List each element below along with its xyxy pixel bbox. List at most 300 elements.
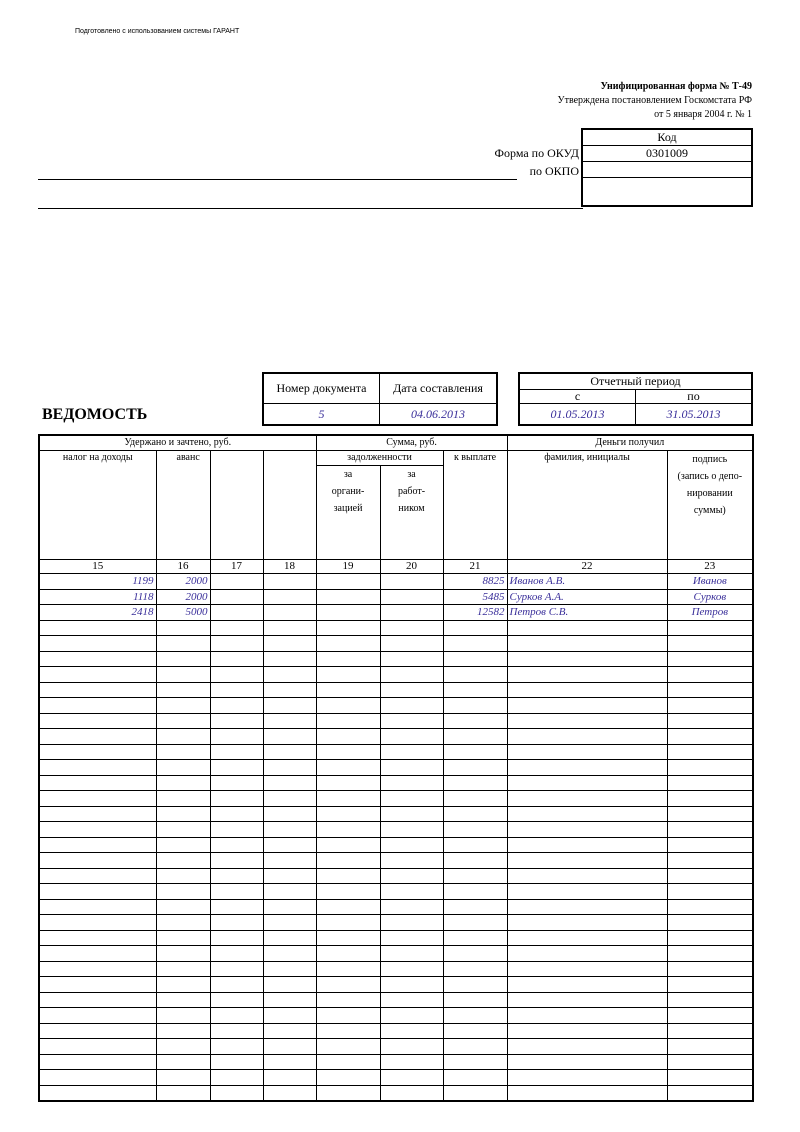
- cell-empty: [210, 1070, 263, 1086]
- cell-empty: [507, 961, 667, 977]
- header-debt-emp-line1: за: [407, 469, 416, 480]
- cell-empty: [210, 1085, 263, 1101]
- cell-empty: [667, 961, 753, 977]
- table-row: [39, 837, 753, 853]
- cell-empty: [39, 1070, 156, 1086]
- cell-empty: [316, 1054, 380, 1070]
- header-tax: налог на доходы: [39, 451, 156, 560]
- period-from-label: с: [519, 390, 636, 404]
- cell-empty: [507, 822, 667, 838]
- table-row: [39, 1070, 753, 1086]
- cell-empty: [39, 1023, 156, 1039]
- cell-empty: [443, 853, 507, 869]
- cell-empty: [443, 791, 507, 807]
- header-sign-line2: (запись о депо-: [677, 471, 743, 482]
- cell-empty: [39, 682, 156, 698]
- cell-empty: [443, 698, 507, 714]
- cell-empty: [380, 930, 443, 946]
- cell-empty: [316, 837, 380, 853]
- header-debt-org-line2: органи-: [331, 486, 365, 497]
- cell-empty: [443, 1008, 507, 1024]
- cell-empty: [443, 775, 507, 791]
- cell-empty: [156, 1023, 210, 1039]
- cell-empty: [443, 884, 507, 900]
- cell-empty: [263, 868, 316, 884]
- header-sign: [667, 451, 753, 560]
- cell-empty: [667, 884, 753, 900]
- cell-empty: [263, 853, 316, 869]
- cell-empty: [316, 620, 380, 636]
- cell-empty: [380, 620, 443, 636]
- table-row: [39, 682, 753, 698]
- cell-empty: [39, 729, 156, 745]
- column-numbers-row: [39, 560, 753, 574]
- cell-empty: [210, 605, 263, 621]
- cell-empty: [39, 837, 156, 853]
- cell-empty: [210, 930, 263, 946]
- cell-advance: 5000: [156, 605, 210, 621]
- table-row: [39, 605, 753, 621]
- table-row: [39, 574, 753, 590]
- cell-empty: [667, 729, 753, 745]
- cell-empty: [316, 574, 380, 590]
- cell-empty: [380, 1023, 443, 1039]
- table-row: [39, 930, 753, 946]
- table-row: [39, 899, 753, 915]
- cell-empty: [156, 713, 210, 729]
- cell-empty: [39, 1008, 156, 1024]
- cell-empty: [39, 806, 156, 822]
- cell-empty: [443, 946, 507, 962]
- cell-empty: [380, 605, 443, 621]
- cell-empty: [380, 977, 443, 993]
- table-row: [39, 744, 753, 760]
- cell-empty: [156, 915, 210, 931]
- cell-empty: [316, 822, 380, 838]
- cell-empty: [39, 961, 156, 977]
- table-row: [39, 1008, 753, 1024]
- cell-empty: [443, 1023, 507, 1039]
- doc-date-label: Дата составления: [380, 373, 498, 404]
- cell-empty: [667, 636, 753, 652]
- cell-empty: [380, 853, 443, 869]
- cell-empty: [316, 651, 380, 667]
- cell-empty: [667, 620, 753, 636]
- cell-empty: [39, 1054, 156, 1070]
- cell-empty: [667, 853, 753, 869]
- cell-empty: [156, 868, 210, 884]
- cell-empty: [507, 1008, 667, 1024]
- cell-empty: [263, 791, 316, 807]
- cell-empty: [380, 589, 443, 605]
- table-row: [39, 636, 753, 652]
- cell-empty: [156, 1054, 210, 1070]
- cell-empty: [380, 636, 443, 652]
- cell-empty: [210, 961, 263, 977]
- table-row: [39, 946, 753, 962]
- cell-empty: [443, 930, 507, 946]
- cell-empty: [210, 822, 263, 838]
- cell-empty: [667, 1085, 753, 1101]
- cell-empty: [263, 636, 316, 652]
- cell-empty: [443, 961, 507, 977]
- cell-empty: [443, 682, 507, 698]
- cell-empty: [316, 899, 380, 915]
- cell-empty: [380, 1054, 443, 1070]
- cell-empty: [316, 946, 380, 962]
- header-col18: [263, 451, 316, 560]
- col-number: 23: [667, 560, 753, 574]
- cell-empty: [443, 760, 507, 776]
- cell-empty: [507, 992, 667, 1008]
- cell-empty: [507, 791, 667, 807]
- okpo-label: по ОКПО: [529, 164, 579, 178]
- cell-empty: [316, 775, 380, 791]
- cell-empty: [507, 899, 667, 915]
- cell-empty: [507, 1070, 667, 1086]
- cell-empty: [263, 915, 316, 931]
- cell-empty: [210, 667, 263, 683]
- table-row: [39, 961, 753, 977]
- cell-empty: [507, 868, 667, 884]
- cell-empty: [316, 884, 380, 900]
- cell-empty: [507, 853, 667, 869]
- cell-empty: [210, 946, 263, 962]
- table-row: [39, 884, 753, 900]
- cell-empty: [210, 636, 263, 652]
- form-approved-date: от 5 января 2004 г. № 1: [654, 109, 752, 120]
- codes-table: [581, 128, 753, 207]
- cell-empty: [39, 636, 156, 652]
- cell-empty: [443, 915, 507, 931]
- cell-empty: [507, 884, 667, 900]
- cell-empty: [380, 760, 443, 776]
- cell-empty: [156, 775, 210, 791]
- table-row: [39, 915, 753, 931]
- col-number: 19: [316, 560, 380, 574]
- cell-empty: [507, 729, 667, 745]
- cell-empty: [316, 729, 380, 745]
- cell-name: Петров С.В.: [507, 605, 667, 621]
- cell-empty: [443, 1070, 507, 1086]
- cell-empty: [39, 884, 156, 900]
- cell-empty: [667, 868, 753, 884]
- cell-empty: [156, 1070, 210, 1086]
- cell-empty: [263, 961, 316, 977]
- table-row: [39, 822, 753, 838]
- cell-empty: [380, 729, 443, 745]
- cell-empty: [667, 822, 753, 838]
- cell-empty: [443, 868, 507, 884]
- cell-empty: [263, 589, 316, 605]
- cell-empty: [443, 651, 507, 667]
- cell-empty: [263, 992, 316, 1008]
- cell-empty: [667, 744, 753, 760]
- header-sign-line3: нировании: [686, 488, 733, 499]
- cell-empty: [316, 791, 380, 807]
- header-debt-org-line3: зацией: [333, 503, 363, 514]
- cell-empty: [263, 1008, 316, 1024]
- cell-empty: [507, 682, 667, 698]
- cell-empty: [263, 651, 316, 667]
- cell-empty: [210, 744, 263, 760]
- cell-empty: [263, 837, 316, 853]
- cell-empty: [210, 698, 263, 714]
- cell-empty: [156, 1085, 210, 1101]
- header-debt-emp-line3: ником: [398, 503, 425, 514]
- cell-name: Сурков А.А.: [507, 589, 667, 605]
- table-row: [39, 977, 753, 993]
- cell-empty: [443, 806, 507, 822]
- cell-empty: [667, 775, 753, 791]
- cell-empty: [667, 713, 753, 729]
- header-debt: задолженности: [316, 451, 443, 466]
- table-row: [39, 1023, 753, 1039]
- cell-empty: [667, 930, 753, 946]
- cell-empty: [210, 992, 263, 1008]
- cell-empty: [156, 930, 210, 946]
- cell-empty: [443, 822, 507, 838]
- cell-empty: [263, 729, 316, 745]
- cell-empty: [316, 915, 380, 931]
- table-row: [39, 620, 753, 636]
- cell-empty: [380, 1085, 443, 1101]
- cell-empty: [156, 620, 210, 636]
- cell-empty: [443, 977, 507, 993]
- cell-empty: [380, 682, 443, 698]
- cell-empty: [156, 651, 210, 667]
- cell-empty: [316, 930, 380, 946]
- cell-empty: [210, 915, 263, 931]
- cell-empty: [210, 760, 263, 776]
- cell-empty: [210, 1008, 263, 1024]
- cell-empty: [156, 806, 210, 822]
- cell-empty: [263, 1054, 316, 1070]
- cell-empty: [39, 899, 156, 915]
- cell-empty: [263, 930, 316, 946]
- period-table: [518, 372, 753, 426]
- col-number: 18: [263, 560, 316, 574]
- cell-empty: [443, 1054, 507, 1070]
- cell-empty: [263, 946, 316, 962]
- cell-empty: [39, 775, 156, 791]
- table-row: [39, 760, 753, 776]
- cell-empty: [443, 1039, 507, 1055]
- cell-empty: [380, 651, 443, 667]
- cell-empty: [263, 620, 316, 636]
- cell-empty: [263, 806, 316, 822]
- cell-empty: [156, 884, 210, 900]
- cell-empty: [380, 698, 443, 714]
- payroll-table: [38, 434, 754, 1102]
- cell-empty: [507, 744, 667, 760]
- cell-empty: [507, 806, 667, 822]
- cell-empty: [263, 775, 316, 791]
- cell-empty: [380, 884, 443, 900]
- cell-empty: [507, 1085, 667, 1101]
- cell-empty: [39, 853, 156, 869]
- cell-empty: [443, 620, 507, 636]
- cell-empty: [667, 946, 753, 962]
- cell-empty: [667, 1023, 753, 1039]
- department-line: [38, 208, 583, 209]
- cell-empty: [507, 1054, 667, 1070]
- cell-empty: [156, 961, 210, 977]
- col-number: 22: [507, 560, 667, 574]
- cell-empty: [667, 992, 753, 1008]
- kod-label: Код: [582, 129, 752, 146]
- cell-empty: [380, 1008, 443, 1024]
- cell-name: Иванов А.В.: [507, 574, 667, 590]
- cell-payout: 8825: [443, 574, 507, 590]
- doc-number: 5: [263, 404, 380, 426]
- header-withheld: Удержано и зачтено, руб.: [39, 435, 316, 451]
- cell-empty: [507, 760, 667, 776]
- header-debt-org: [316, 466, 380, 560]
- cell-empty: [156, 698, 210, 714]
- cell-empty: [210, 1023, 263, 1039]
- period-to-label: по: [636, 390, 753, 404]
- cell-empty: [263, 713, 316, 729]
- cell-empty: [316, 1023, 380, 1039]
- cell-empty: [380, 915, 443, 931]
- cell-empty: [667, 667, 753, 683]
- page-title: ВЕДОМОСТЬ: [42, 406, 148, 423]
- cell-empty: [39, 915, 156, 931]
- cell-empty: [156, 760, 210, 776]
- cell-empty: [210, 651, 263, 667]
- cell-empty: [263, 698, 316, 714]
- cell-empty: [156, 853, 210, 869]
- cell-empty: [210, 977, 263, 993]
- cell-empty: [210, 713, 263, 729]
- table-row: [39, 667, 753, 683]
- cell-empty: [316, 589, 380, 605]
- cell-empty: [380, 837, 443, 853]
- cell-tax: 1118: [39, 589, 156, 605]
- cell-empty: [210, 806, 263, 822]
- cell-empty: [210, 682, 263, 698]
- header-debt-org-line1: за: [343, 469, 353, 480]
- cell-empty: [156, 1008, 210, 1024]
- table-row: [39, 1085, 753, 1101]
- cell-empty: [39, 1085, 156, 1101]
- cell-empty: [263, 1070, 316, 1086]
- col-number: 15: [39, 560, 156, 574]
- cell-payout: 12582: [443, 605, 507, 621]
- cell-empty: [263, 1085, 316, 1101]
- header-debt-emp-line2: работ-: [397, 486, 426, 497]
- cell-empty: [507, 1039, 667, 1055]
- header-sign-line4: суммы): [693, 505, 726, 516]
- cell-empty: [443, 992, 507, 1008]
- cell-empty: [380, 744, 443, 760]
- cell-empty: [507, 775, 667, 791]
- cell-empty: [380, 822, 443, 838]
- cell-empty: [380, 574, 443, 590]
- cell-empty: [210, 620, 263, 636]
- cell-empty: [380, 992, 443, 1008]
- cell-empty: [156, 899, 210, 915]
- table-row: [39, 713, 753, 729]
- cell-empty: [156, 791, 210, 807]
- cell-empty: [443, 713, 507, 729]
- cell-empty: [316, 992, 380, 1008]
- cell-empty: [316, 853, 380, 869]
- cell-empty: [667, 915, 753, 931]
- cell-empty: [156, 992, 210, 1008]
- cell-empty: [39, 667, 156, 683]
- cell-empty: [380, 946, 443, 962]
- cell-empty: [263, 760, 316, 776]
- table-row: [39, 992, 753, 1008]
- cell-empty: [39, 992, 156, 1008]
- table-row: [39, 791, 753, 807]
- cell-empty: [507, 713, 667, 729]
- cell-empty: [263, 744, 316, 760]
- cell-empty: [380, 713, 443, 729]
- cell-empty: [156, 977, 210, 993]
- cell-empty: [39, 620, 156, 636]
- cell-empty: [39, 977, 156, 993]
- cell-empty: [443, 667, 507, 683]
- cell-empty: [39, 868, 156, 884]
- cell-empty: [39, 651, 156, 667]
- table-row: [39, 806, 753, 822]
- header-debt-emp: [380, 466, 443, 560]
- cell-empty: [210, 884, 263, 900]
- header-col17: [210, 451, 263, 560]
- doc-date: 04.06.2013: [380, 404, 498, 426]
- cell-empty: [507, 946, 667, 962]
- cell-empty: [263, 977, 316, 993]
- cell-empty: [316, 760, 380, 776]
- cell-empty: [443, 636, 507, 652]
- cell-empty: [380, 1070, 443, 1086]
- table-row: [39, 853, 753, 869]
- cell-empty: [380, 899, 443, 915]
- cell-empty: [667, 682, 753, 698]
- cell-empty: [39, 713, 156, 729]
- period-label: Отчетный период: [519, 373, 752, 390]
- col-number: 17: [210, 560, 263, 574]
- cell-empty: [667, 899, 753, 915]
- form-approved: Утверждена постановлением Госкомстата РФ: [557, 95, 752, 106]
- cell-empty: [316, 698, 380, 714]
- form-header: [558, 80, 753, 122]
- cell-empty: [263, 884, 316, 900]
- header-payout: к выплате: [443, 451, 507, 560]
- cell-empty: [667, 837, 753, 853]
- cell-empty: [667, 1008, 753, 1024]
- cell-empty: [156, 744, 210, 760]
- organization-line: [38, 179, 517, 180]
- cell-tax: 1199: [39, 574, 156, 590]
- okud-value: 0301009: [582, 146, 752, 162]
- cell-empty: [667, 977, 753, 993]
- cell-empty: [667, 791, 753, 807]
- cell-empty: [156, 822, 210, 838]
- cell-empty: [39, 930, 156, 946]
- header-sign-line1: подпись: [692, 454, 728, 465]
- cell-empty: [507, 930, 667, 946]
- cell-empty: [210, 868, 263, 884]
- cell-payout: 5485: [443, 589, 507, 605]
- cell-sign: Петров: [667, 605, 753, 621]
- cell-empty: [380, 775, 443, 791]
- cell-empty: [443, 837, 507, 853]
- cell-empty: [316, 636, 380, 652]
